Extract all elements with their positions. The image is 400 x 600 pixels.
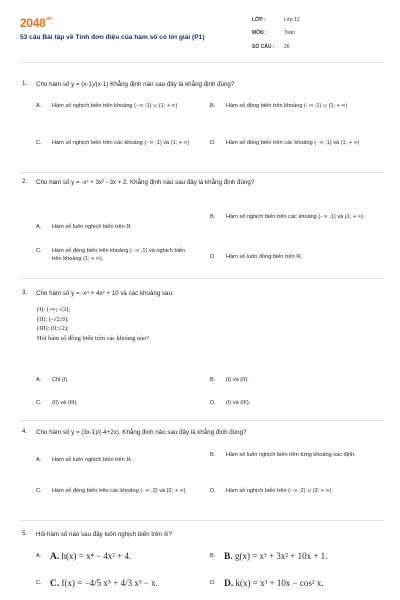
divider <box>20 420 384 421</box>
question-number: 1. <box>22 80 28 87</box>
divider <box>20 520 384 521</box>
meta-count: SỐ CÂU : 26 <box>252 44 290 50</box>
document-header <box>20 14 390 56</box>
divider <box>20 172 384 173</box>
question-number: 4. <box>22 428 28 435</box>
question-number: 2. <box>22 178 28 185</box>
site-logo[interactable]: $2048^{.vn}$ <box>20 16 52 30</box>
question-stem: Cho hàm số y = (x-1)/(x-1) Khẳng định nào sao đây là khẳng định đúng? <box>36 81 235 88</box>
question-stem: Cho hàm số y = -x³ + 3x² - 3x + 2. Khẳng định nào sau đây là khẳng định đúng? <box>36 179 255 186</box>
sub-question: Hỏi hàm số đồng biến trên các khoảng nào? <box>37 334 150 342</box>
interval-item: (I): (-∞;-√2); <box>37 306 71 313</box>
question-stem: Hỏi hàm số nào sau đây luôn nghịch biến trên ℝ? <box>36 531 172 538</box>
document-title: 53 câu Bài tập về Tính đơn điệu của hàm số có lời giải (P1) <box>20 34 205 41</box>
question-stem: Cho hàm số y = -x⁴ + 4x² + 10 và các khoảng sau: <box>36 290 174 297</box>
divider <box>20 278 384 279</box>
interval-item: (III): (0;√2); <box>37 325 69 332</box>
meta-subject: MÔN : Toán <box>252 30 295 36</box>
meta-grade: LỚP : Lớp 12 <box>252 17 300 23</box>
interval-list <box>37 305 149 343</box>
question-stem: Cho hàm số y = (3x-1)/(-4+2x). Khẳng định nào sau đây là khẳng định đúng? <box>36 429 247 436</box>
header-divider <box>20 62 384 63</box>
question-number: 5. <box>22 530 28 537</box>
interval-item: (II): (-√2;0); <box>37 315 69 323</box>
question-number: 3. <box>22 289 28 296</box>
